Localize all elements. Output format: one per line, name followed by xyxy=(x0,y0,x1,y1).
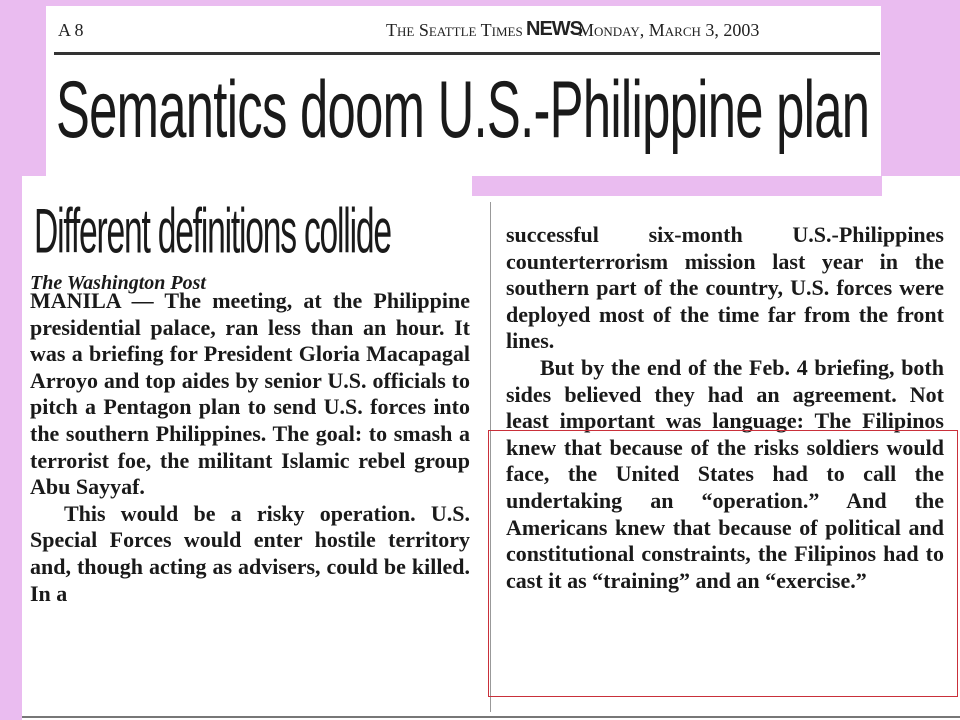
subheadline: Different definitions collide xyxy=(34,195,391,267)
byline: The Washington Post xyxy=(30,272,206,294)
background-gap xyxy=(472,176,882,196)
headline: Semantics doom U.S.-Philippine plan xyxy=(56,65,870,156)
right-paragraph-1: successful six-month U.S.-Philippines counterterrorism mission last year in the southern part of the country, U.S. forces were deployed most of the time far from the front lines. xyxy=(506,222,944,354)
masthead xyxy=(58,20,878,42)
section-label: NEWS xyxy=(526,18,582,40)
left-column xyxy=(30,288,470,607)
right-paragraph-2: But by the end of the Feb. 4 briefing, both sides believed they had an agreement. Not least important was language: The Filipinos knew that because of the risks soldiers would face, the United States had to call the undertaking an “operation.” And the Americans knew that because of political and constitutional constraints, the Filipinos had to cast it as “training” and an “exercise.” xyxy=(506,354,944,593)
newspaper-clipping-header xyxy=(46,6,881,178)
publication-date: Monday, March 3, 2003 xyxy=(578,20,760,40)
left-paragraph-1: MANILA — The meeting, at the Philippine presidential palace, ran less than an hour. It was a briefing for President Gloria Macapagal Arroyo and top aides by senior U.S. officials to pitch a Pentagon plan to send U.S. forces into the southern Philippines. The goal: to smash a terrorist foe, the militant Islamic rebel group Abu Sayyaf. xyxy=(30,288,470,500)
masthead-rule xyxy=(54,52,880,55)
newspaper-clipping-article xyxy=(22,176,960,720)
page-number: A 8 xyxy=(58,20,84,40)
left-paragraph-2: This would be a risky operation. U.S. Special Forces would enter hostile territory and, though acting as advisers, could be killed. In a xyxy=(30,500,470,606)
newspaper-name: The Seattle Times xyxy=(386,20,523,40)
highlight-box xyxy=(488,430,958,697)
bottom-rule xyxy=(22,716,960,718)
